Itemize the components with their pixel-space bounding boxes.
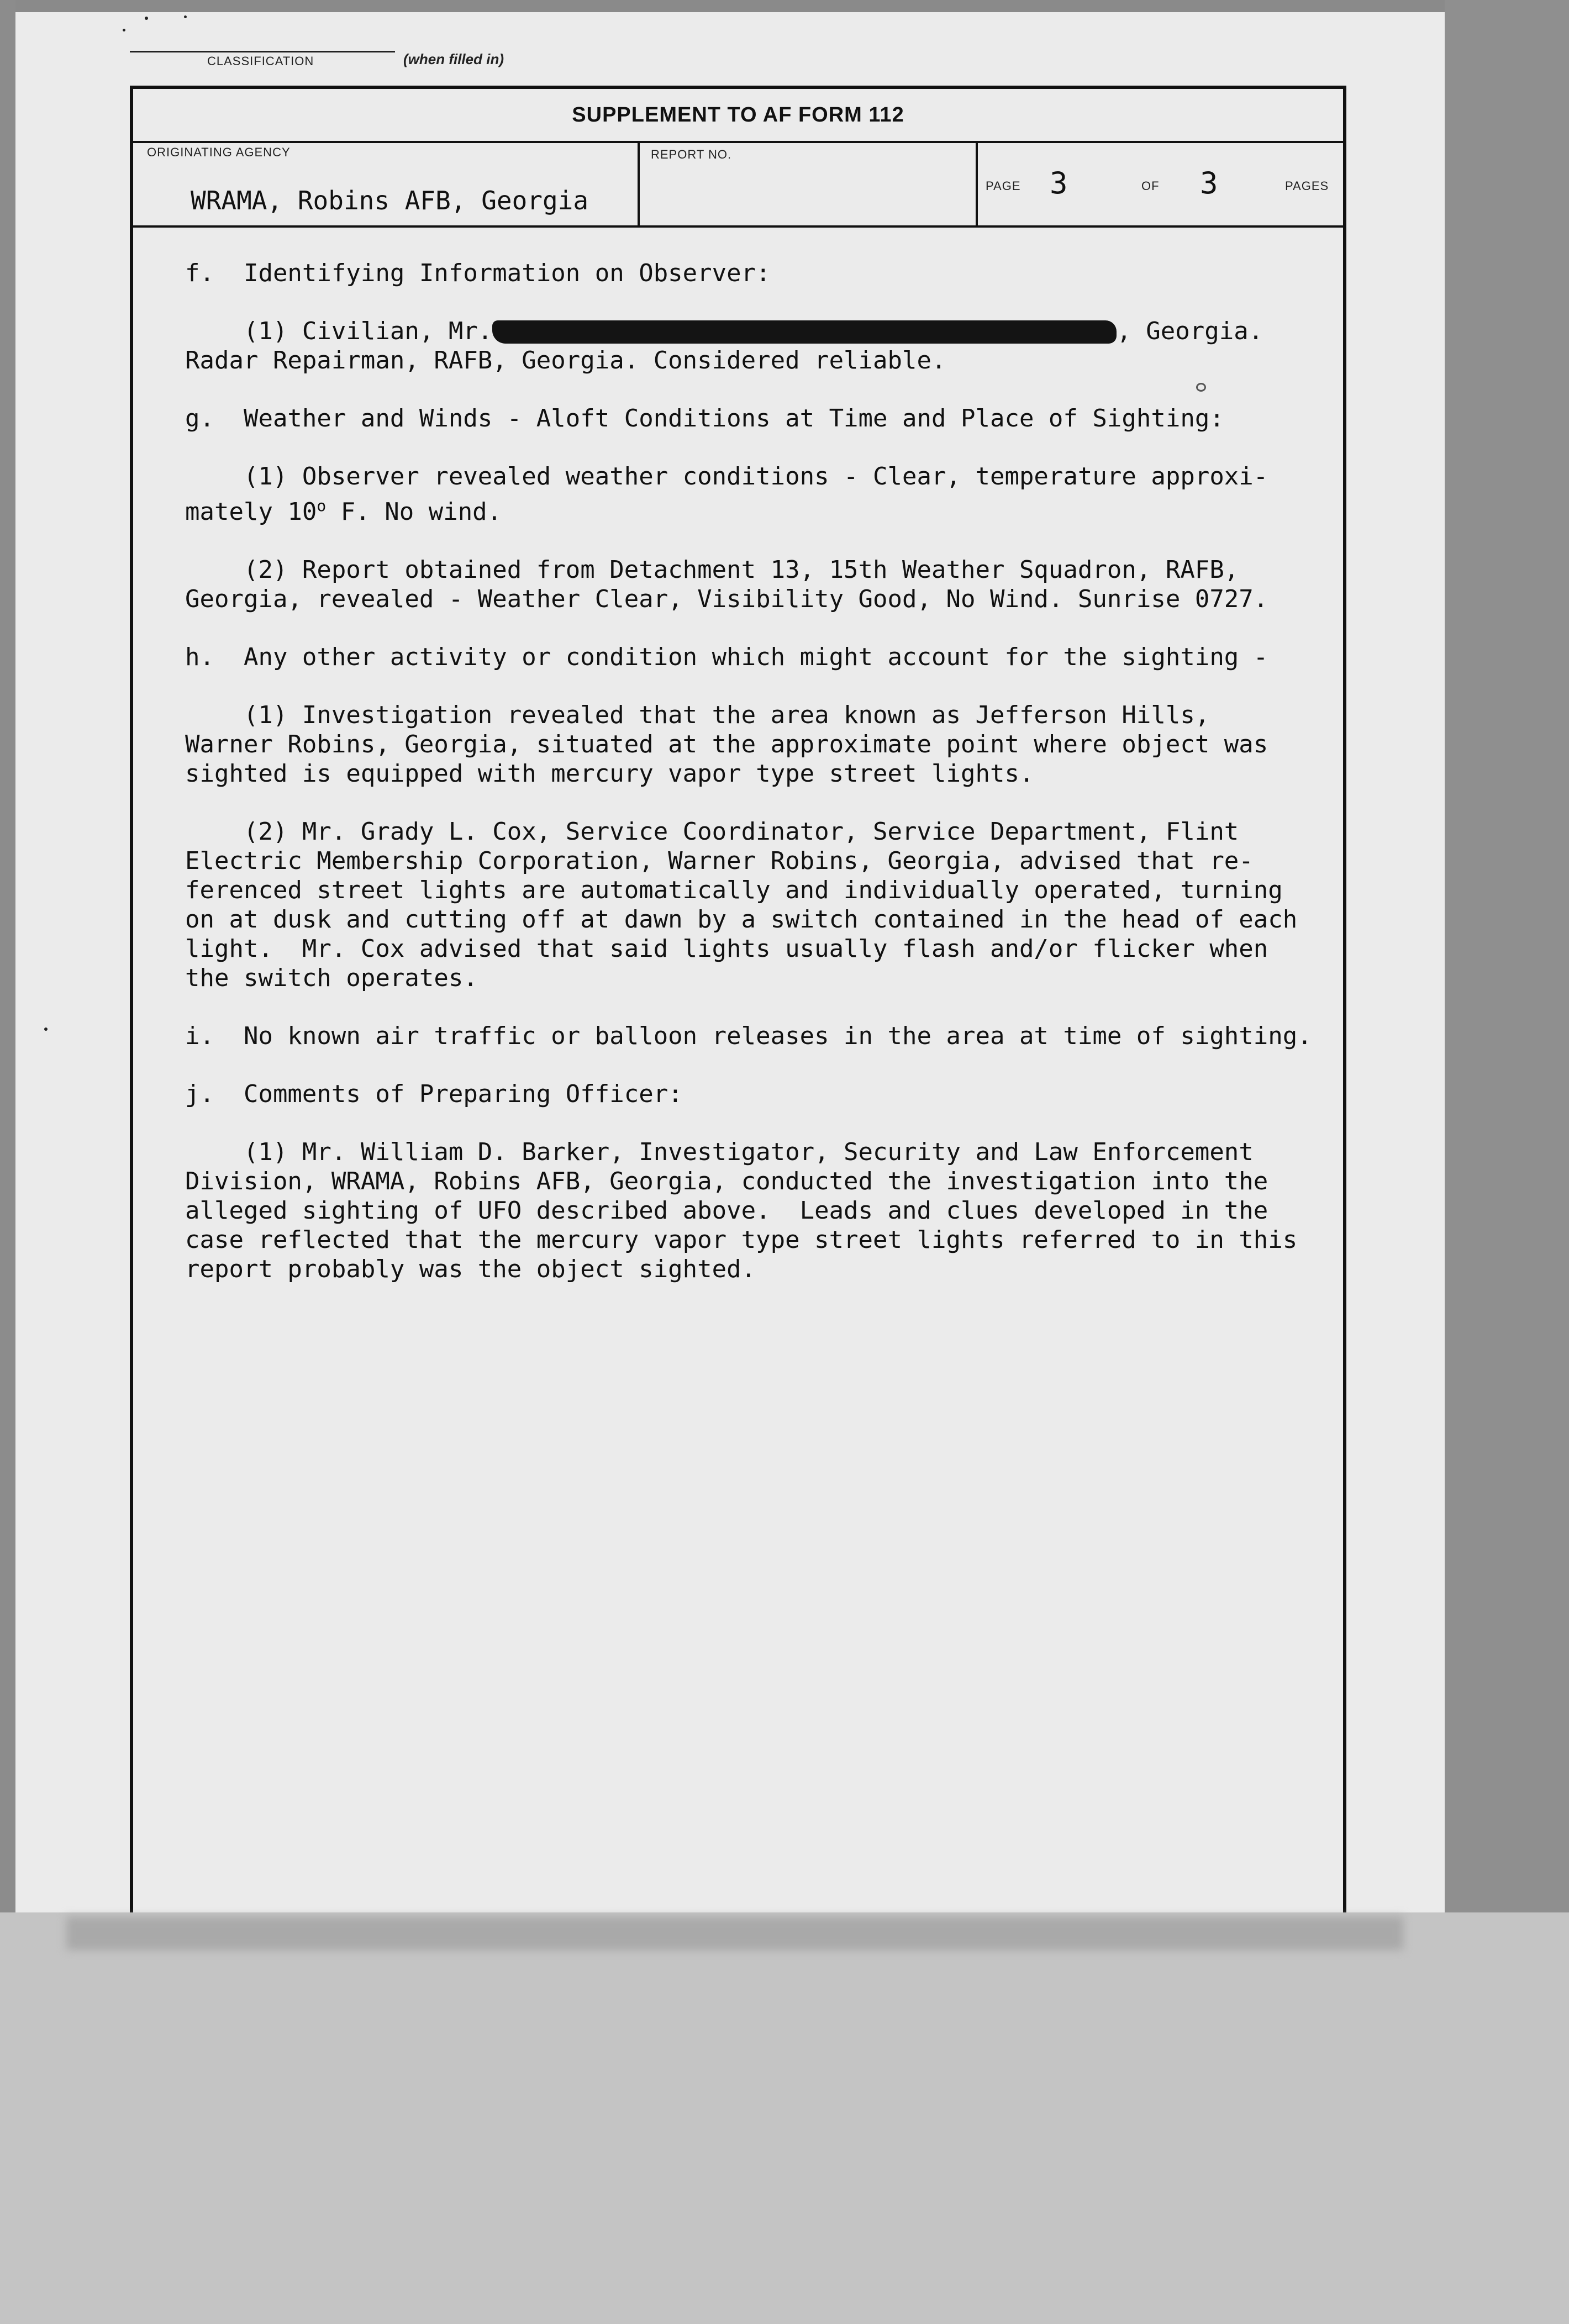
f1-text-end: , Georgia. xyxy=(1117,317,1263,345)
section-g2: (2) Report obtained from Detachment 13, 15th Weather Squadron, RAFB, Georgia, revealed - Weather Clear, Visibility Good, No Wind. Sunrise 0727. xyxy=(185,556,1268,613)
originating-agency-value: WRAMA, Robins AFB, Georgia xyxy=(191,186,589,215)
scan-speck xyxy=(184,15,187,18)
report-no-label: REPORT NO. xyxy=(651,147,732,161)
section-h-heading: h. Any other activity or condition which might account for the sighting - xyxy=(185,643,1268,671)
section-h2: (2) Mr. Grady L. Cox, Service Coordinator, Service Department, Flint Electric Membership Corporation, Warner Robins, Georgia, advised that re- ferenced street lights are automatically and individually operated, turning on at dusk and cutting off at dawn by a switch contained in the head of each light. Mr. Cox advised that said lights usually flash and/or flicker when the switch operates. xyxy=(185,818,1298,992)
form-title: SUPPLEMENT TO AF FORM 112 xyxy=(572,103,904,127)
scan-speck xyxy=(145,17,148,20)
when-filled-in-note: (when filled in) xyxy=(403,51,504,67)
redacted-name-block xyxy=(492,320,1117,344)
f1-line2: Radar Repairman, RAFB, Georgia. Considered reliable. xyxy=(185,346,946,375)
g1-line2-end: F. No wind. xyxy=(326,498,502,526)
scan-bottom-margin xyxy=(0,1912,1569,2324)
originating-agency-label: ORIGINATING AGENCY xyxy=(147,145,291,159)
scan-speck xyxy=(44,1027,48,1031)
classification-rule xyxy=(130,51,395,52)
page-total: 3 xyxy=(1200,166,1218,201)
degree-sign: o xyxy=(317,497,327,515)
scan-right-edge xyxy=(1445,0,1569,1922)
f1-text-start: (1) Civilian, Mr. xyxy=(185,317,493,345)
scan-speck xyxy=(1196,383,1206,392)
section-j-heading: j. Comments of Preparing Officer: xyxy=(185,1080,683,1108)
pages-label: PAGES xyxy=(1285,179,1329,193)
scan-speck xyxy=(123,29,125,31)
page-label: PAGE xyxy=(986,179,1021,193)
page-shadow xyxy=(66,1917,1403,1950)
g1-line1: (1) Observer revealed weather conditions - Clear, temperature approxi- xyxy=(185,462,1268,491)
header-bottom-rule xyxy=(130,225,1343,228)
report-body xyxy=(185,259,1323,1313)
classification-label: CLASSIFICATION xyxy=(207,54,314,68)
cell-divider-1 xyxy=(638,141,640,226)
cell-divider-2 xyxy=(976,141,978,226)
section-i: i. No known air traffic or balloon releases in the area at time of sighting. xyxy=(185,1022,1312,1050)
section-h1: (1) Investigation revealed that the area known as Jefferson Hills, Warner Robins, Georgia, situated at the approximate point where object was sighted is equipped with mercury vapor type street lights. xyxy=(185,701,1268,788)
header-divider xyxy=(130,141,1343,143)
page-number: 3 xyxy=(1050,166,1068,201)
section-f-heading: f. Identifying Information on Observer: xyxy=(185,259,771,287)
g1-line2-start: mately 10 xyxy=(185,498,317,526)
section-g-heading: g. Weather and Winds - Aloft Conditions at Time and Place of Sighting: xyxy=(185,404,1224,433)
section-j1: (1) Mr. William D. Barker, Investigator, Security and Law Enforcement Division, WRAMA, Robins AFB, Georgia, conducted the investigation into the alleged sighting of UFO described above. Leads and clues developed in the case reflected that the mercury vapor type street lights referred to in this report probably was the object sighted. xyxy=(185,1138,1298,1283)
section-g1 xyxy=(185,462,1323,526)
of-label: OF xyxy=(1141,179,1160,193)
section-f1 xyxy=(185,317,1323,375)
